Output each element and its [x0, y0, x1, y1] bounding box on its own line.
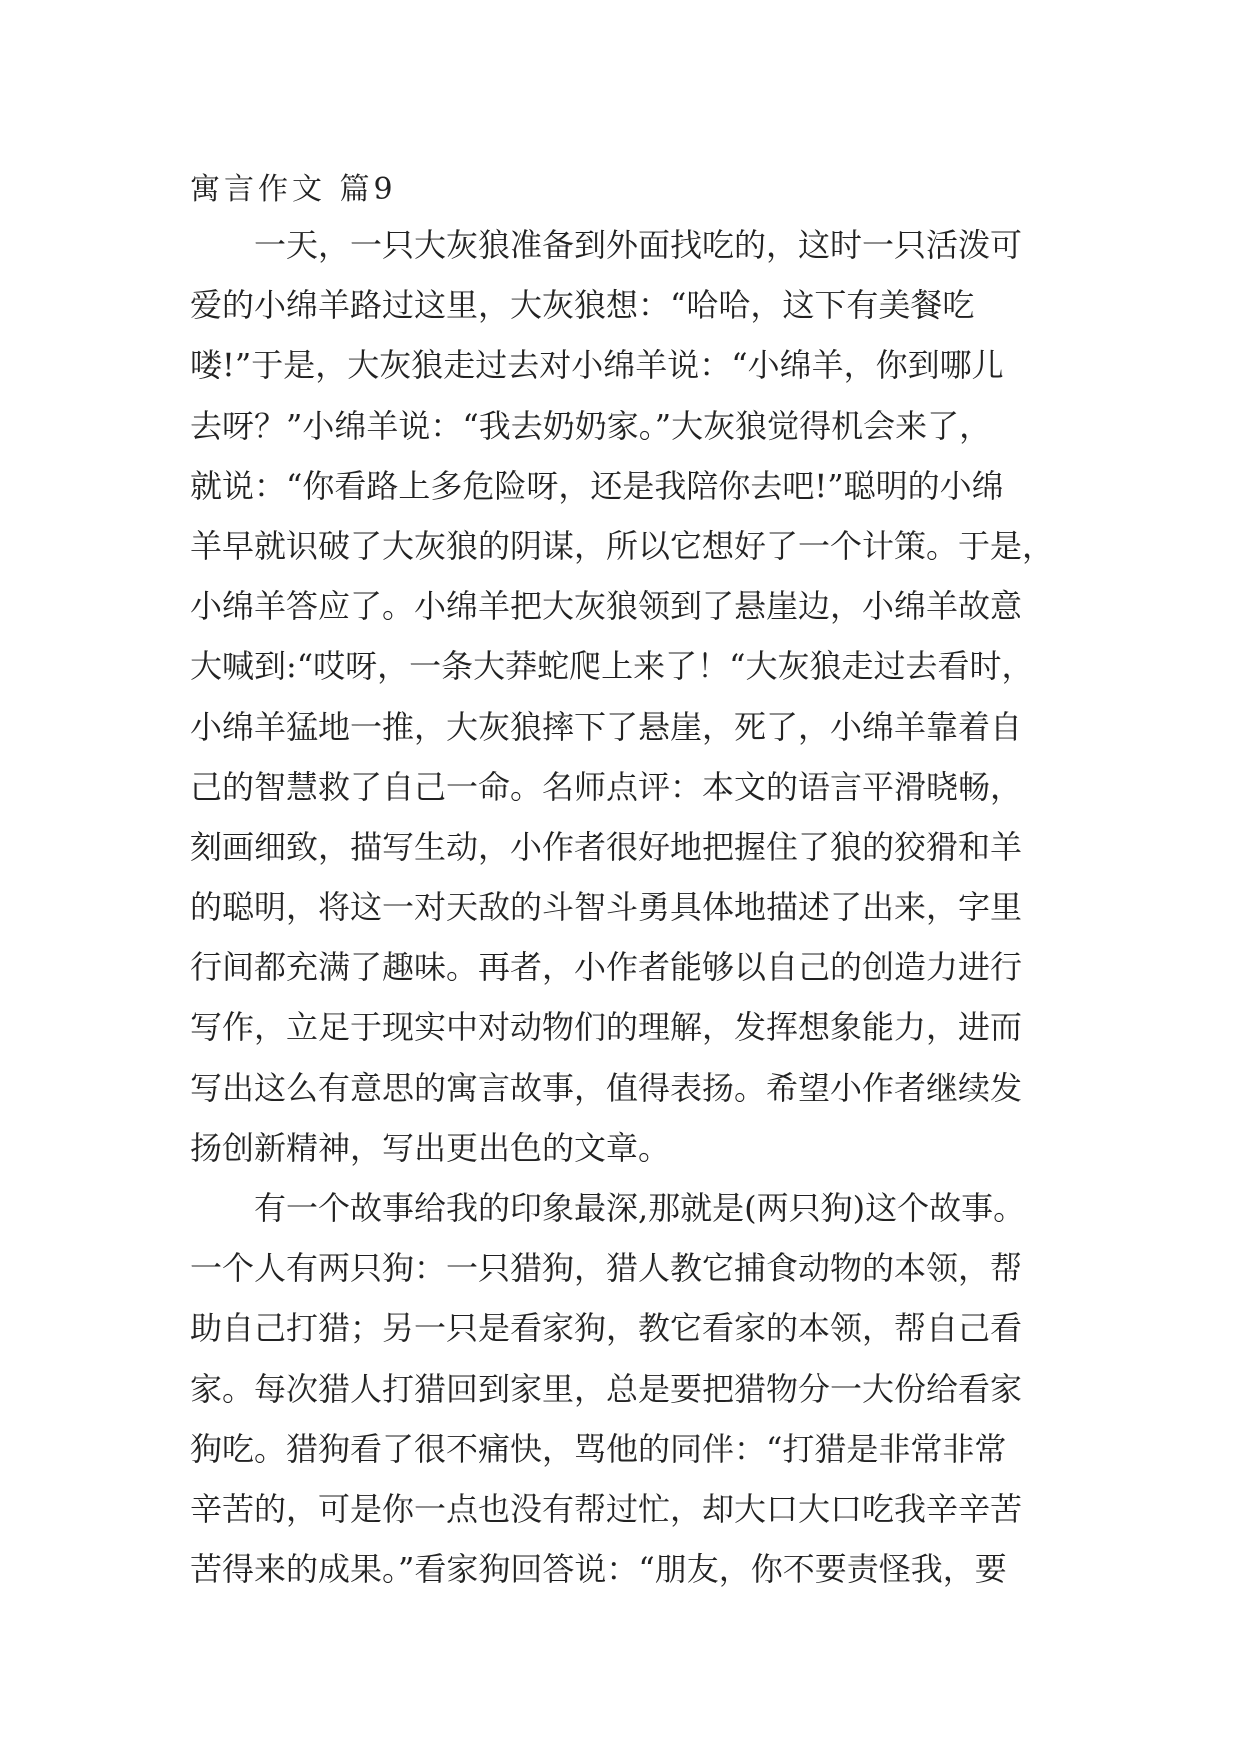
- text-line: 喽!”于是，大灰狼走过去对小绵羊说：“小绵羊，你到哪儿: [190, 346, 1004, 385]
- text-line: 羊早就识破了大灰狼的阴谋，所以它想好了一个计策。于是，: [190, 526, 1055, 565]
- text-line: 爱的小绵羊路过这里，大灰狼想：“哈哈，这下有美餐吃: [190, 286, 975, 325]
- text-line: 扬创新精神，写出更出色的文章。: [190, 1128, 671, 1167]
- text-line: 辛苦的，可是你一点也没有帮过忙，却大口大口吃我辛辛苦: [190, 1489, 1023, 1528]
- text-line: 写作，立足于现实中对动物们的理解，发挥想象能力，进而: [190, 1008, 1023, 1047]
- text-line: 刻画细致，描写生动，小作者很好地把握住了狼的狡猾和羊: [190, 827, 1023, 866]
- text-line: 有一个故事给我的印象最深,那就是(两只狗)这个故事。: [190, 1189, 1026, 1227]
- text-line: 小绵羊猛地一推，大灰狼摔下了悬崖，死了，小绵羊靠着自: [190, 707, 1023, 746]
- text-line: 助自己打猎；另一只是看家狗，教它看家的本领，帮自己看: [190, 1309, 1023, 1348]
- text-line: 苦得来的成果。”看家狗回答说：“朋友，你不要责怪我，要: [190, 1550, 1007, 1589]
- text-line: 去呀？”小绵羊说：“我去奶奶家。”大灰狼觉得机会来了，: [190, 406, 992, 445]
- text-line: 己的智慧救了自己一命。名师点评：本文的语言平滑晓畅，: [190, 767, 1023, 806]
- text-line: 就说：“你看路上多危险呀，还是我陪你去吧!”聪明的小绵: [190, 466, 1004, 505]
- text-line: 狗吃。猎狗看了很不痛快，骂他的同伴：“打猎是非常非常: [190, 1429, 1007, 1468]
- text-line: 的聪明，将这一对天敌的斗智斗勇具体地描述了出来，字里: [190, 888, 1023, 927]
- text-line: 一天，一只大灰狼准备到外面找吃的，这时一只活泼可: [190, 226, 1023, 264]
- text-line: 小绵羊答应了。小绵羊把大灰狼领到了悬崖边，小绵羊故意: [190, 587, 1023, 626]
- text-line: 大喊到:“哎呀，一条大莽蛇爬上来了！“大灰狼走过去看时，: [190, 647, 1034, 686]
- text-line: 行间都充满了趣味。再者，小作者能够以自己的创造力进行: [190, 948, 1023, 987]
- document-title: 寓言作文 篇9: [190, 172, 397, 207]
- text-line: 家。每次猎人打猎回到家里，总是要把猎物分一大份给看家: [190, 1369, 1023, 1408]
- text-line: 写出这么有意思的寓言故事，值得表扬。希望小作者继续发: [190, 1068, 1023, 1107]
- text-line: 一个人有两只狗：一只猎狗，猎人教它捕食动物的本领，帮: [190, 1249, 1023, 1288]
- document-body: [190, 215, 1060, 1599]
